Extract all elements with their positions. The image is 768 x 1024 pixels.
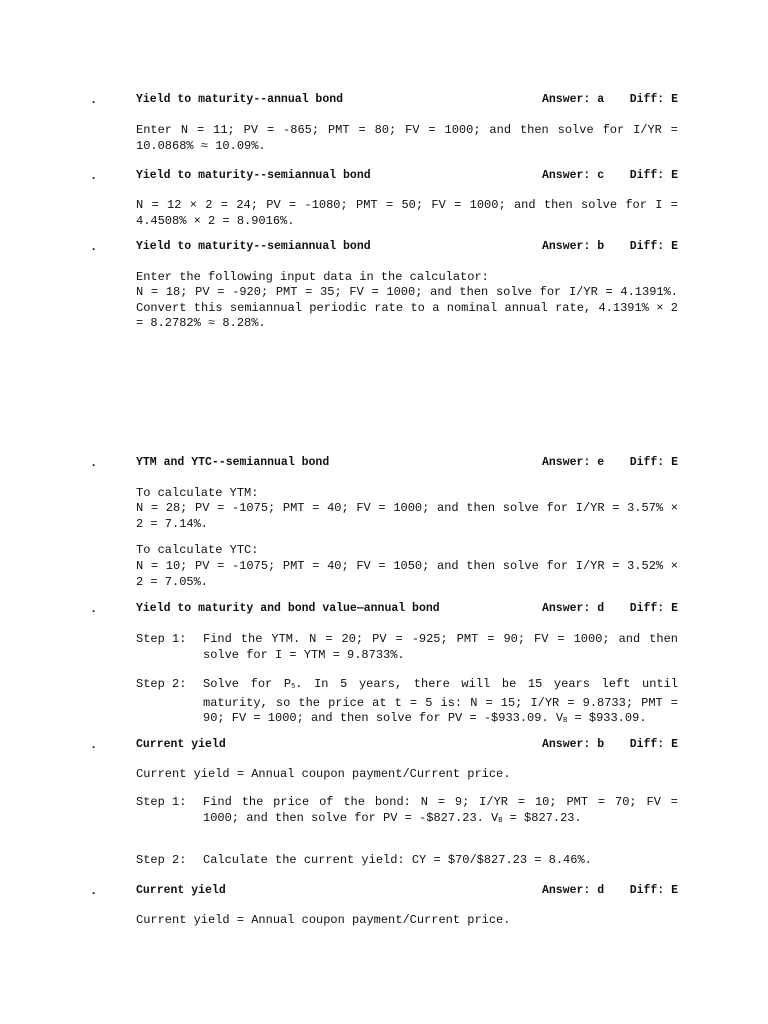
solution-step — [136, 632, 678, 663]
difficulty-label: Diff: E — [629, 738, 678, 751]
solution-text: Enter N = 11; PV = -865; PMT = 80; FV = 1000; and then solve for I/YR = 10.0868% ≈ 10.09%. — [136, 123, 678, 153]
question-title: Yield to maturity and bond value—annual bond — [136, 602, 440, 615]
answer-label: Answer: d — [542, 602, 605, 615]
step-text: Find the YTM. N = 20; PV = -925; PMT = 90; FV = 1000; and then solve for I = YTM = 9.8733%. — [203, 632, 678, 662]
solution-text: Enter the following input data in the calculator: — [136, 270, 489, 284]
question-title: YTM and YTC--semiannual bond — [136, 456, 330, 469]
step-text-part: Find the price of the bond: N = 9; I/YR = 10; PMT = 70; FV = 1000; and then solve for PV = -$827.23. V — [203, 795, 678, 825]
solution-text: To calculate YTM: — [136, 486, 259, 500]
difficulty-label: Diff: E — [629, 456, 678, 469]
difficulty-label: Diff: E — [629, 602, 678, 615]
step-text — [203, 795, 678, 829]
step-text-part: Solve for P — [203, 677, 292, 691]
question-header — [90, 601, 680, 617]
answer-label: Answer: b — [542, 240, 605, 253]
step-text — [203, 677, 678, 730]
solution-text: To calculate YTC: — [136, 543, 259, 557]
step-text-part: = $827.23. — [502, 810, 582, 825]
solution-text: N = 12 × 2 = 24; PV = -1080; PMT = 50; FV = 1000; and then solve for I = 4.4508% × 2 = 8.9016%. — [136, 198, 678, 228]
step-text: Calculate the current yield: CY = $70/$827.23 = 8.46%. — [203, 853, 592, 867]
question-title: Yield to maturity--annual bond — [136, 93, 344, 106]
question-title: Current yield — [136, 738, 226, 751]
step-label: Step 2: — [136, 853, 187, 867]
step-label: Step 2: — [136, 677, 187, 691]
difficulty-label: Diff: E — [629, 93, 678, 106]
answer-label: Answer: e — [542, 456, 605, 469]
question-header — [90, 455, 680, 471]
question-header — [90, 239, 680, 255]
question-header — [90, 168, 680, 184]
question-header — [90, 883, 680, 899]
bullet: . — [90, 884, 98, 898]
solution-text: Current yield = Annual coupon payment/Current price. — [136, 767, 511, 781]
subscript: B — [563, 717, 568, 725]
difficulty-label: Diff: E — [629, 884, 678, 897]
question-header — [90, 737, 680, 753]
bullet: . — [90, 602, 98, 616]
subscript: 5 — [291, 683, 296, 691]
solution-step — [136, 795, 678, 829]
solution-text: N = 28; PV = -1075; PMT = 40; FV = 1000; and then solve for I/YR = 3.57% × 2 = 7.14%. — [136, 501, 678, 531]
difficulty-label: Diff: E — [629, 240, 678, 253]
step-label: Step 1: — [136, 795, 187, 809]
question-title: Yield to maturity--semiannual bond — [136, 240, 371, 253]
bullet: . — [90, 456, 98, 470]
answer-label: Answer: b — [542, 738, 605, 751]
bullet: . — [90, 240, 98, 254]
answer-label: Answer: d — [542, 884, 605, 897]
solution-text: Current yield = Annual coupon payment/Current price. — [136, 913, 511, 927]
solution-text: N = 10; PV = -1075; PMT = 40; FV = 1050; and then solve for I/YR = 3.52% × 2 = 7.05%. — [136, 559, 678, 589]
question-header — [90, 92, 680, 108]
question-title: Current yield — [136, 884, 226, 897]
bullet: . — [90, 738, 98, 752]
step-text-part: = $933.09. — [567, 711, 647, 725]
question-title: Yield to maturity--semiannual bond — [136, 169, 371, 182]
solution-text: N = 18; PV = -920; PMT = 35; FV = 1000; and then solve for I/YR = 4.1391%. Convert this semiannual periodic rate to a nominal annual rate, 4.1391% × 2 = 8.2782% ≈ 8.28%. — [136, 285, 678, 330]
step-text-part: . In 5 years, there will be 15 years left until maturity, so the price at t = 5 is: N = 15; I/YR = 9.8733; PMT = 90; FV = 1000; and then solve for PV = -$933.09. V — [203, 677, 678, 725]
answer-label: Answer: a — [542, 93, 605, 106]
solution-step — [136, 677, 678, 730]
step-label: Step 1: — [136, 632, 187, 646]
solution-step — [136, 853, 678, 869]
difficulty-label: Diff: E — [629, 169, 678, 182]
bullet: . — [90, 169, 98, 183]
subscript: B — [498, 816, 503, 825]
bullet: . — [90, 93, 98, 107]
answer-label: Answer: c — [542, 169, 605, 182]
